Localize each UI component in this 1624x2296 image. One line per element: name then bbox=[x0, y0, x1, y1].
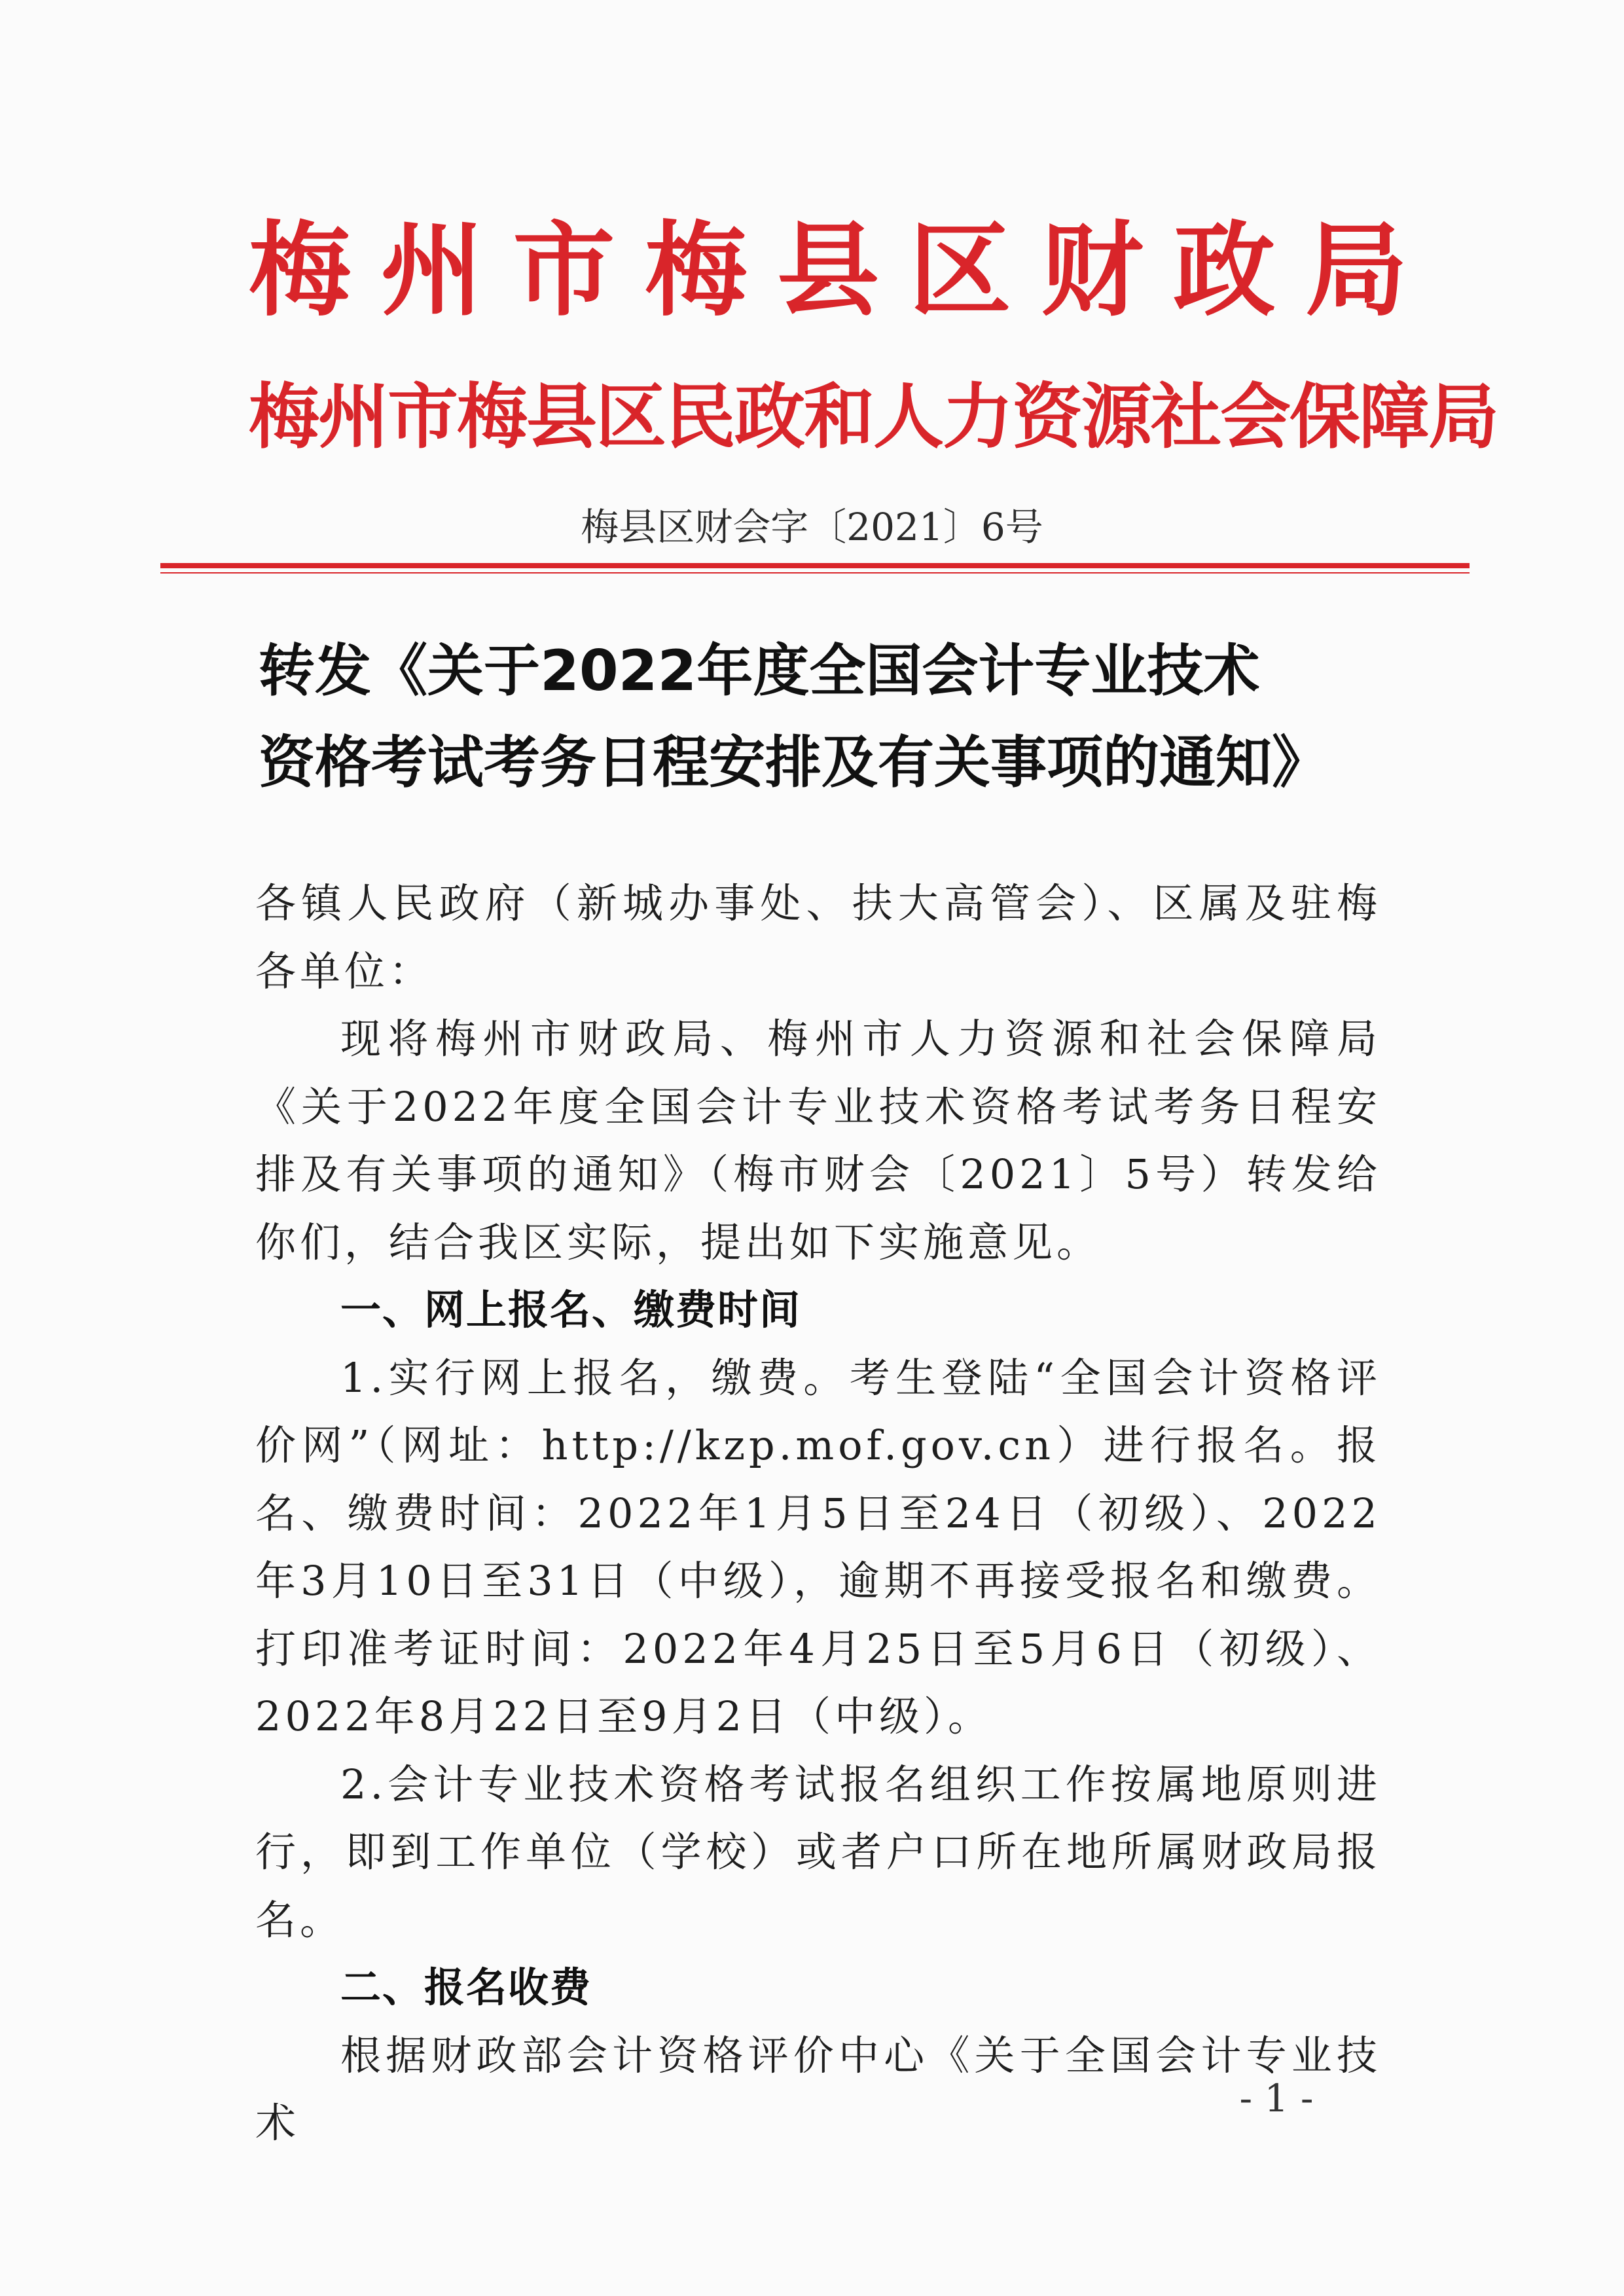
section-1-heading: 一、网上报名、缴费时间 bbox=[340, 1286, 802, 1334]
item-2-paragraph: 2.会计专业技术资格考试报名组织工作按属地原则进行，即到工作单位（学校）或者户口所在地所属财政局报名。 bbox=[255, 1760, 1381, 1944]
document-title bbox=[259, 625, 1365, 809]
title-line-2: 资格考试考务日程安排及有关事项的通知》 bbox=[259, 730, 1328, 795]
page-number: - 1 - bbox=[1239, 2076, 1314, 2121]
addressee: 各镇人民政府（新城办事处、扶大高管会）、区属及驻梅各单位： bbox=[255, 879, 1381, 995]
issuer-name-finance-bureau: 梅州市梅县区财政局 bbox=[249, 211, 1407, 330]
section-2-paragraph: 根据财政部会计资格评价中心《关于全国会计专业技术 bbox=[255, 2031, 1381, 2147]
intro-paragraph: 现将梅州市财政局、梅州市人力资源和社会保障局《关于2022年度全国会计专业技术资格考试考务日程安排及有关事项的通知》（梅市财会〔2021〕5号）转发给你们，结合我区实际，提出如下实施意见。 bbox=[255, 1015, 1381, 1266]
item-1-paragraph: 1.实行网上报名，缴费。考生登陆“全国会计资格评价网”（网址：http://kzp.mof.gov.cn）进行报名。报名、缴费时间：2022年1月5日至24日（初级）、2022年3月10日至31日（中级），逾期不再接受报名和缴费。打印准考证时间：2022年4月25日至5月6日（初级）、2022年8月22日至9月2日（中级）。 bbox=[255, 1353, 1381, 1740]
header-red-rule-thin bbox=[160, 572, 1470, 574]
title-line-1: 转发《关于2022年度全国会计专业技术 bbox=[259, 638, 1260, 704]
header-red-rule bbox=[160, 563, 1470, 568]
section-2-heading: 二、报名收费 bbox=[340, 1963, 592, 2011]
issuer-name-civil-affairs-hr-bureau: 梅州市梅县区民政和人力资源社会保障局 bbox=[249, 376, 1498, 458]
document-number: 梅县区财会字〔2021〕6号 bbox=[581, 505, 1043, 549]
document-body bbox=[255, 869, 1381, 2157]
